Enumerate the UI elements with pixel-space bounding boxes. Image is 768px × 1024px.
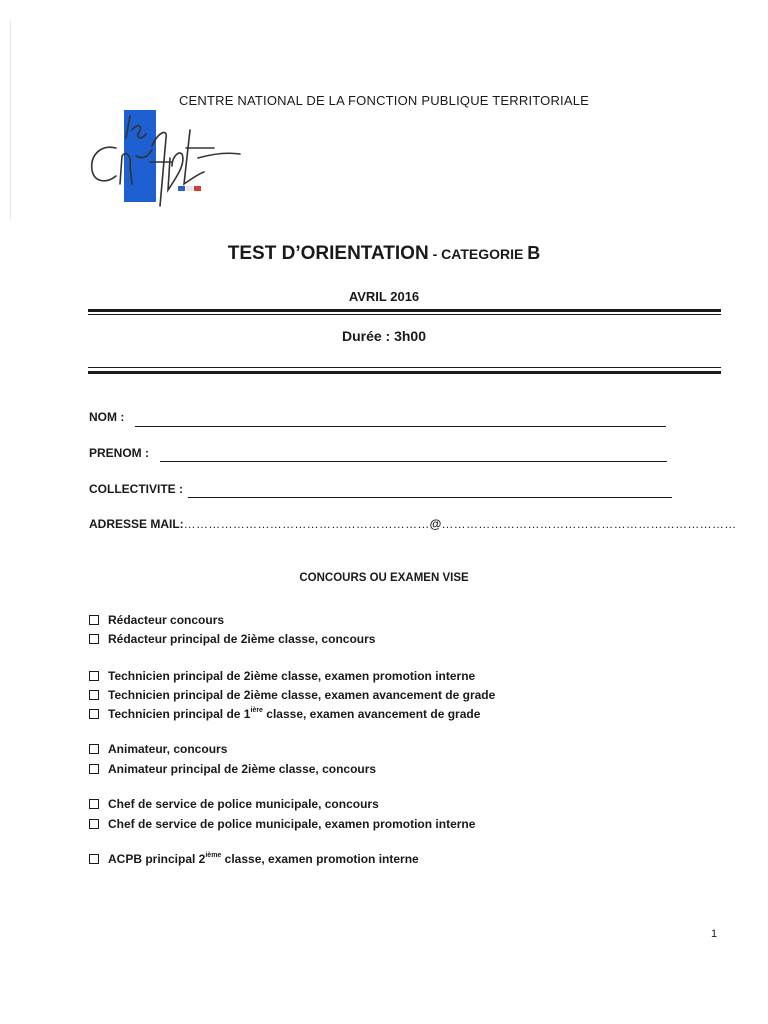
nom-label: NOM : xyxy=(89,410,125,424)
prenom-label: PRENOM : xyxy=(89,446,149,460)
option-label: Technicien principal de 2ième classe, examen avancement de grade xyxy=(108,688,496,702)
page-number: 1 xyxy=(711,928,718,940)
logo-flag-white xyxy=(186,186,193,191)
checkbox-icon[interactable] xyxy=(89,634,99,644)
option-label xyxy=(108,707,480,721)
adresse-mail-row[interactable] xyxy=(89,517,737,531)
document-title xyxy=(0,243,768,265)
option-animateur-principal[interactable] xyxy=(89,762,376,776)
session-date: AVRIL 2016 xyxy=(348,289,420,304)
option-label-prefix: Technicien principal de 1 xyxy=(108,707,251,721)
option-label-suffix: classe, examen promotion interne xyxy=(221,852,419,866)
collectivite-field-line[interactable] xyxy=(188,497,672,498)
option-label: Technicien principal de 2ième classe, examen promotion interne xyxy=(108,669,476,683)
option-label: Rédacteur concours xyxy=(108,613,225,627)
checkbox-icon[interactable] xyxy=(89,799,99,809)
checkbox-icon[interactable] xyxy=(89,690,99,700)
option-label-prefix: ACPB principal 2 xyxy=(108,852,206,866)
logo-script xyxy=(92,116,240,206)
title-separator: - xyxy=(428,246,442,262)
option-police-concours[interactable] xyxy=(89,797,379,811)
checkbox-icon[interactable] xyxy=(89,854,99,864)
section-title: CONCOURS OU EXAMEN VISE xyxy=(299,572,469,584)
top-thin-rule xyxy=(88,314,721,315)
prenom-field-line[interactable] xyxy=(160,461,667,462)
title-category-label: CATEGORIE xyxy=(441,246,528,262)
checkbox-icon[interactable] xyxy=(89,819,99,829)
option-acpb-principal[interactable] xyxy=(89,852,419,866)
logo-flag-blue xyxy=(178,186,185,191)
bottom-thick-rule xyxy=(88,371,721,374)
mail-dots-right: ……………………………………………………………… xyxy=(441,517,737,531)
checkbox-icon[interactable] xyxy=(89,671,99,681)
mail-dots-left: …………………………………………………… xyxy=(183,517,430,531)
mail-at-sign: @ xyxy=(429,517,442,531)
checkbox-icon[interactable] xyxy=(89,615,99,625)
option-label-sup: ière xyxy=(250,707,263,714)
checkbox-icon[interactable] xyxy=(89,709,99,719)
option-police-promotion[interactable] xyxy=(89,817,475,831)
adresse-mail-label: ADRESSE MAIL: xyxy=(89,517,184,531)
checkbox-icon[interactable] xyxy=(89,744,99,754)
title-main: TEST D’ORIENTATION xyxy=(227,243,429,264)
checkbox-icon[interactable] xyxy=(89,764,99,774)
option-label: Chef de service de police municipale, examen promotion interne xyxy=(108,817,476,831)
bottom-thin-rule xyxy=(88,367,721,368)
cnfpt-logo xyxy=(86,110,246,216)
option-label: Rédacteur principal de 2ième classe, concours xyxy=(108,632,376,646)
option-label: Chef de service de police municipale, concours xyxy=(108,797,379,811)
option-label-sup: ième xyxy=(205,852,222,859)
option-label-suffix: classe, examen avancement de grade xyxy=(262,707,481,721)
option-redacteur-concours[interactable] xyxy=(89,613,224,627)
option-technicien-avancement-2[interactable] xyxy=(89,688,495,702)
collectivite-label: COLLECTIVITE : xyxy=(89,482,183,496)
option-technicien-promotion[interactable] xyxy=(89,669,475,683)
option-technicien-avancement-1[interactable] xyxy=(89,707,480,721)
top-thick-rule xyxy=(88,309,721,312)
option-label: Animateur principal de 2ième classe, concours xyxy=(108,762,377,776)
nom-field-line[interactable] xyxy=(135,426,666,427)
option-label: Animateur, concours xyxy=(108,742,228,756)
organization-name: CENTRE NATIONAL DE LA FONCTION PUBLIQUE TERRITORIALE xyxy=(178,93,590,108)
option-animateur-concours[interactable] xyxy=(89,742,227,756)
option-redacteur-principal[interactable] xyxy=(89,632,375,646)
scan-edge-line xyxy=(10,20,11,220)
logo-flag-red xyxy=(194,186,201,191)
exam-duration: Durée : 3h00 xyxy=(341,328,427,344)
title-category-letter: B xyxy=(527,243,541,263)
option-label xyxy=(108,852,419,866)
